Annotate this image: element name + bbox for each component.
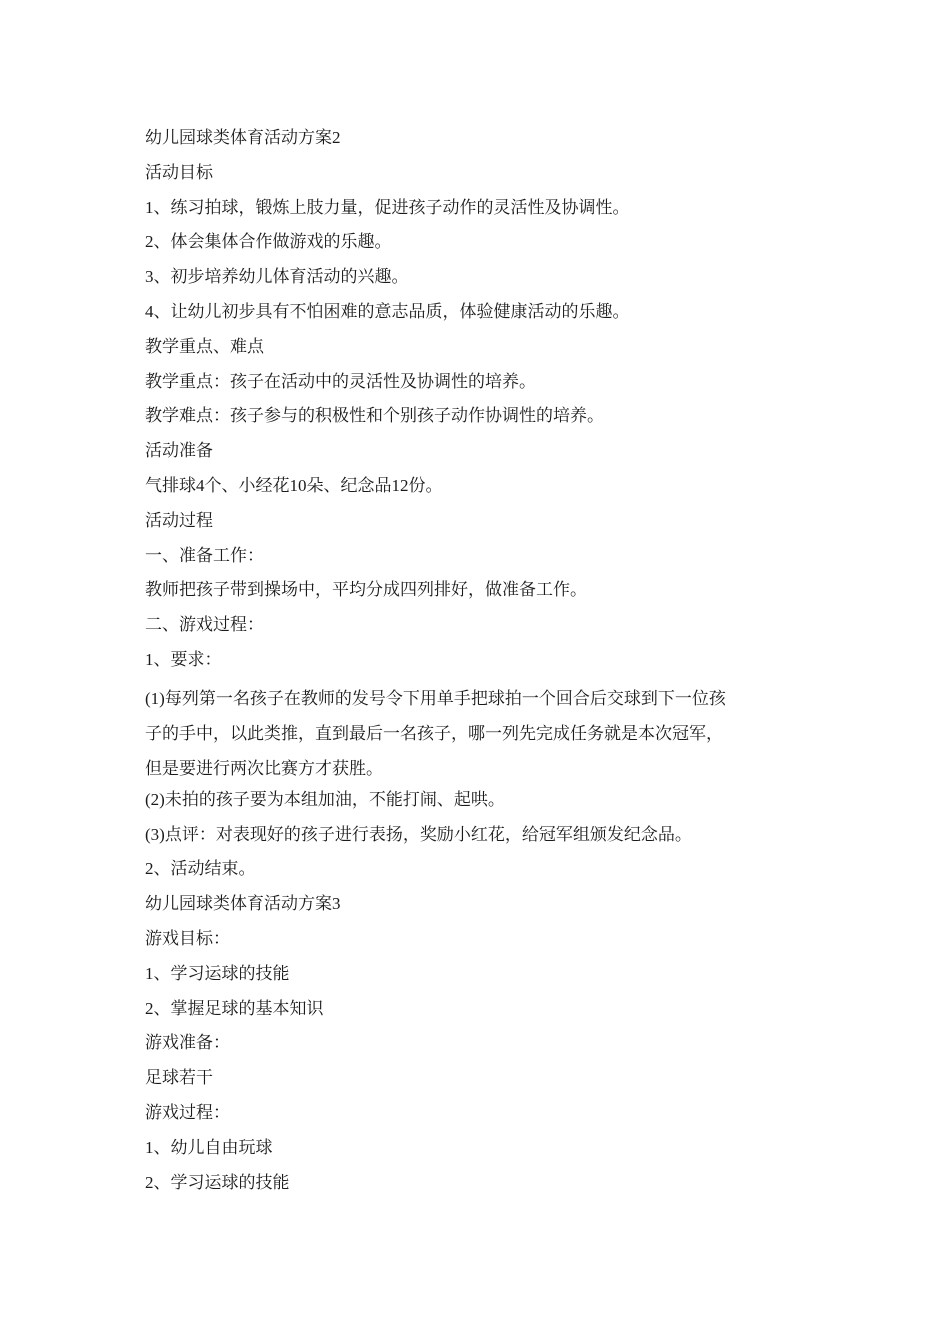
text-line: 气排球4个、小经花10朵、纪念品12份。 bbox=[145, 475, 443, 495]
heading: 游戏过程： bbox=[145, 1102, 230, 1122]
text-line: 1、要求： bbox=[145, 649, 222, 669]
text-line: 1、学习运球的技能 bbox=[145, 963, 290, 983]
text-line: 教师把孩子带到操场中，平均分成四列排好，做准备工作。 bbox=[145, 580, 587, 600]
heading: 活动过程 bbox=[145, 510, 213, 530]
heading: 游戏目标： bbox=[145, 928, 230, 948]
text-line: 教学难点：孩子参与的积极性和个别孩子动作协调性的培养。 bbox=[145, 406, 604, 426]
text-line: 1、幼儿自由玩球 bbox=[145, 1137, 273, 1157]
heading: 活动目标 bbox=[145, 162, 213, 182]
heading: 教学重点、难点 bbox=[145, 336, 264, 356]
text-line: 教学重点：孩子在活动中的灵活性及协调性的培养。 bbox=[145, 371, 536, 391]
text-line: 2、体会集体合作做游戏的乐趣。 bbox=[145, 232, 392, 252]
text-line: 二、游戏过程： bbox=[145, 615, 264, 635]
text-line: (3)点评：对表现好的孩子进行表扬，奖励小红花，给冠军组颁发纪念品。 bbox=[145, 824, 692, 844]
paragraph-line: 子的手中，以此类推，直到最后一名孩子，哪一列先完成任务就是本次冠军， bbox=[145, 723, 723, 743]
paragraph-line: 但是要进行两次比赛方才获胜。 bbox=[145, 758, 383, 778]
text-line: 一、准备工作： bbox=[145, 545, 264, 565]
text-line: 3、初步培养幼儿体育活动的兴趣。 bbox=[145, 267, 409, 287]
text-line: 足球若干 bbox=[145, 1068, 213, 1088]
document-body bbox=[145, 124, 810, 1203]
section-title: 幼儿园球类体育活动方案2 bbox=[145, 128, 341, 147]
text-line: 4、让幼儿初步具有不怕困难的意志品质，体验健康活动的乐趣。 bbox=[145, 301, 630, 321]
text-line: 2、掌握足球的基本知识 bbox=[145, 998, 324, 1018]
text-line: 2、活动结束。 bbox=[145, 859, 256, 879]
text-line: 2、学习运球的技能 bbox=[145, 1172, 290, 1192]
rule-paragraph bbox=[145, 681, 810, 786]
heading: 活动准备 bbox=[145, 441, 213, 461]
text-line: (2)未拍的孩子要为本组加油，不能打闹、起哄。 bbox=[145, 789, 505, 809]
section-title: 幼儿园球类体育活动方案3 bbox=[145, 894, 341, 914]
text-line: 1、练习拍球，锻炼上肢力量，促进孩子动作的灵活性及协调性。 bbox=[145, 197, 630, 217]
heading: 游戏准备： bbox=[145, 1033, 230, 1053]
paragraph-line: (1)每列第一名孩子在教师的发号令下用单手把球拍一个回合后交球到下一位孩 bbox=[145, 688, 726, 708]
